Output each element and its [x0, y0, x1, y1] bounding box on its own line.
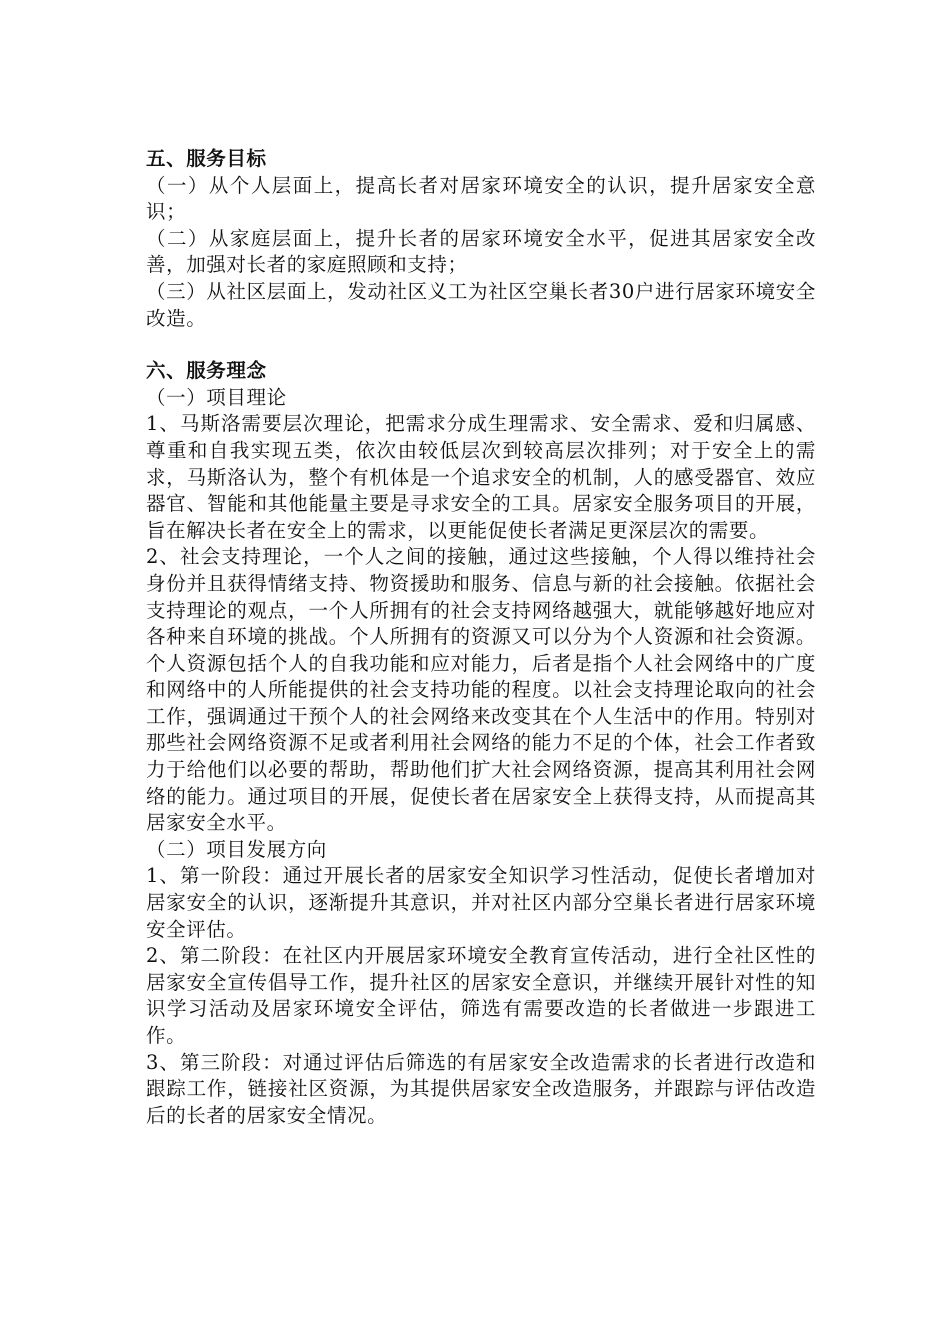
paragraph-social-support-theory: 2、社会支持理论，一个人之间的接触，通过这些接触，个人得以维持社会身份并且获得情绪支持、物资援助和服务、信息与新的社会接触。依据社会支持理论的观点，一个人所拥有的社会支持网络越强大，就能够越好地应对各种来自环境的挑战。个人所拥有的资源又可以分为个人资源和社会资源。个人资源包括个人的自我功能和应对能力，后者是指个人社会网络中的广度和网络中的人所能提供的社会支持功能的程度。以社会支持理论取向的社会工作，强调通过干预个人的社会网络来改变其在个人生活中的作用。特别对那些社会网络资源不足或者利用社会网络的能力不足的个体，社会工作者致力于给他们以必要的帮助，帮助他们扩大社会网络资源，提高其利用社会网络的能力。通过项目的开展，促使长者在居家安全上获得支持，从而提高其居家安全水平。 [146, 545, 816, 835]
section-spacer [146, 332, 816, 358]
subheading-project-theory: （一）项目理论 [146, 385, 287, 409]
document-body [146, 146, 816, 1129]
paragraph-stage-two: 2、第二阶段：在社区内开展居家环境安全教育宣传活动，进行全社区性的居家安全宣传倡导工作，提升社区的居家安全意识，并继续开展针对性的知识学习活动及居家环境安全评估，筛选有需要改造的长者做进一步跟进工作。 [146, 944, 816, 1047]
goal-item-community: （三）从社区层面上，发动社区义工为社区空巢长者30户进行居家环境安全改造。 [146, 279, 816, 330]
paragraph-stage-three: 3、第三阶段：对通过评估后筛选的有居家安全改造需求的长者进行改造和跟踪工作，链接社区资源，为其提供居家安全改造服务，并跟踪与评估改造后的长者的居家安全情况。 [146, 1050, 816, 1127]
section-heading-service-philosophy: 六、服务理念 [146, 359, 267, 383]
paragraph-maslow-theory: 1、马斯洛需要层次理论，把需求分成生理需求、安全需求、爱和归属感、尊重和自我实现五类，依次由较低层次到较高层次排列；对于安全上的需求，马斯洛认为，整个有机体是一个追求安全的机制，人的感受器官、效应器官、智能和其他能量主要是寻求安全的工具。居家安全服务项目的开展，旨在解决长者在安全上的需求，以更能促使长者满足更深层次的需要。 [146, 412, 816, 542]
paragraph-stage-one: 1、第一阶段：通过开展长者的居家安全知识学习性活动，促使长者增加对居家安全的认识，逐渐提升其意识，并对社区内部分空巢长者进行居家环境安全评估。 [146, 864, 816, 941]
subheading-project-direction: （二）项目发展方向 [146, 837, 327, 861]
section-heading-service-goals: 五、服务目标 [146, 147, 267, 170]
goal-item-family: （二）从家庭层面上，提升长者的居家环境安全水平，促进其居家安全改善，加强对长者的家庭照顾和支持； [146, 226, 816, 277]
goal-item-individual: （一）从个人层面上，提高长者对居家环境安全的认识，提升居家安全意识； [146, 173, 816, 224]
